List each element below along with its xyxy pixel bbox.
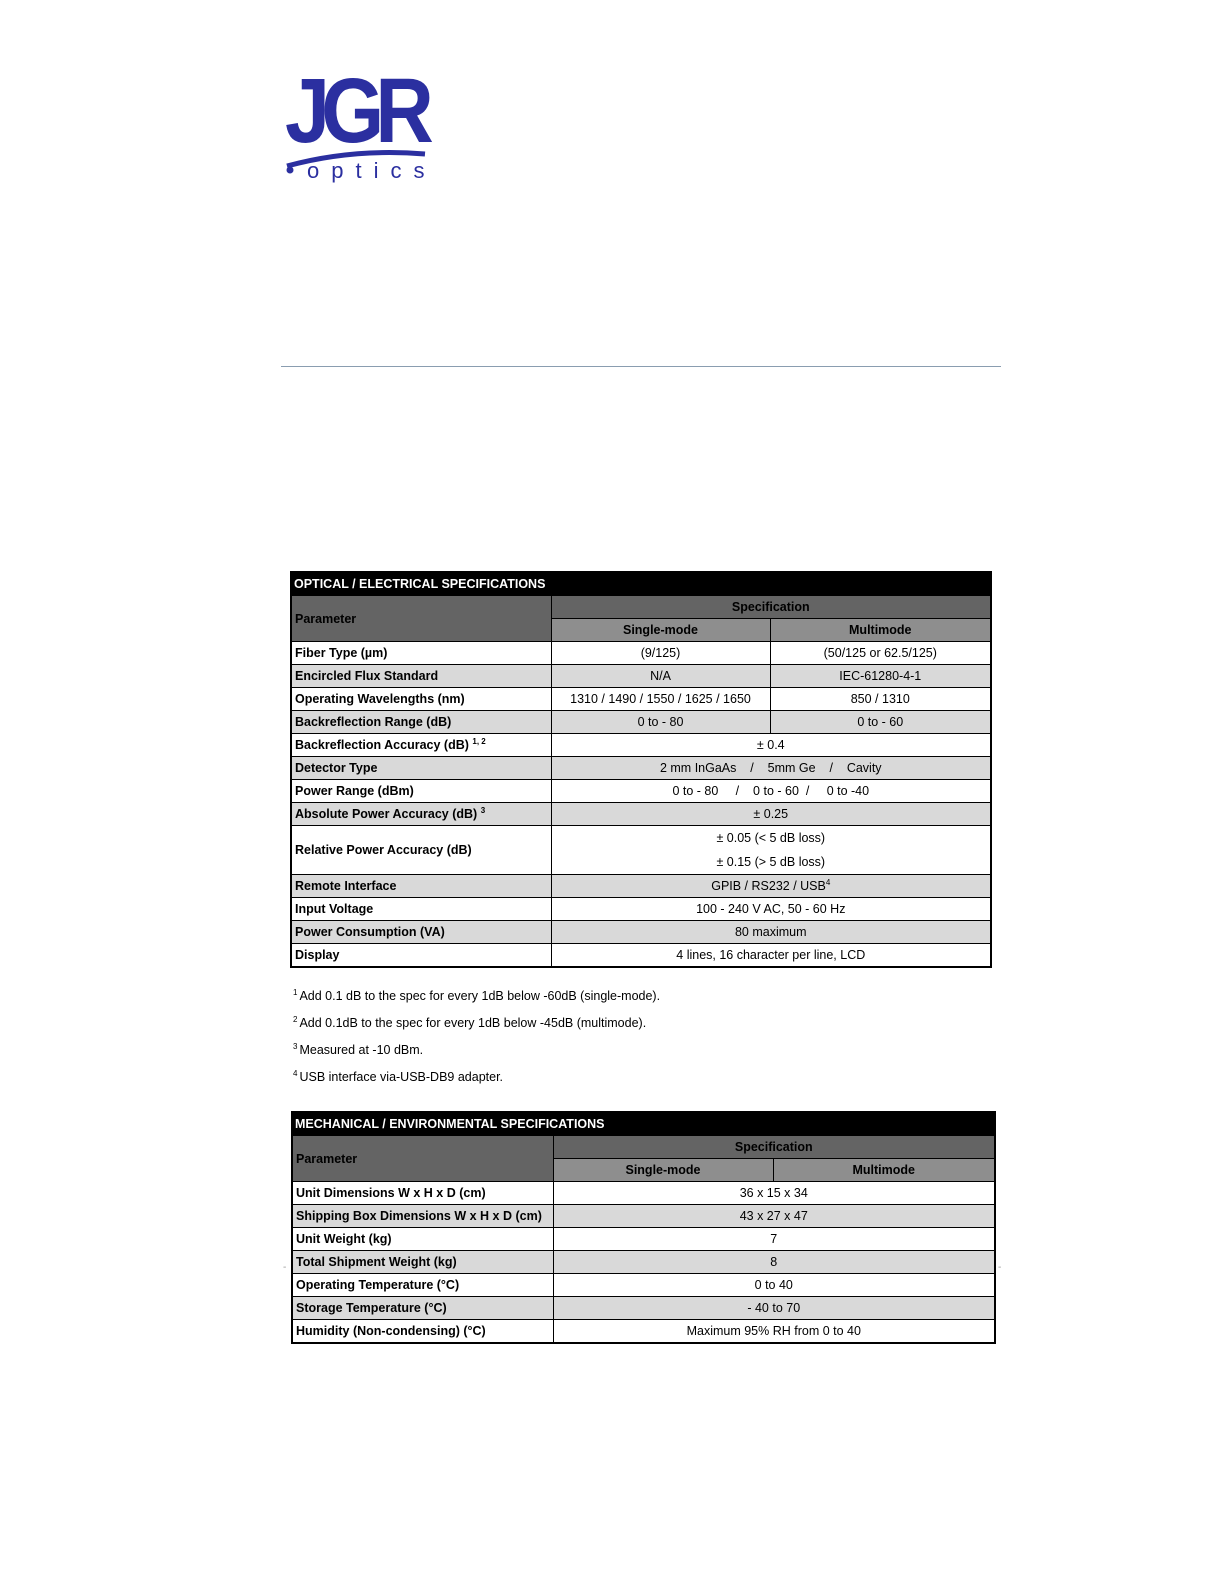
param-label: Absolute Power Accuracy (dB): [295, 807, 478, 822]
value-cell: Maximum 95% RH from 0 to 40: [553, 1320, 995, 1344]
footnote-text: USB interface via-USB-DB9 adapter.: [299, 1070, 504, 1085]
value-cell: 8: [553, 1251, 995, 1274]
table-row: [291, 780, 991, 803]
table-row: [292, 1205, 995, 1228]
param-cell: Power Range (dBm): [291, 780, 551, 803]
param-cell: Input Voltage: [291, 898, 551, 921]
table-title: OPTICAL / ELECTRICAL SPECIFICATIONS: [291, 572, 991, 596]
footnote-text: Measured at -10 dBm.: [299, 1043, 424, 1058]
value-cell: 36 x 15 x 34: [553, 1182, 995, 1205]
single-mode-cell: 0 to - 80: [551, 711, 770, 734]
value-cell: 100 - 240 V AC, 50 - 60 Hz: [551, 898, 991, 921]
parameter-header: Parameter: [291, 596, 551, 642]
table-row: [291, 944, 991, 968]
value-cell: ± 0.4: [551, 734, 991, 757]
param-label: Backreflection Accuracy (dB): [295, 738, 469, 753]
footnote-text: Add 0.1 dB to the spec for every 1dB below -60dB (single-mode).: [299, 989, 661, 1004]
margin-mark-left: -: [283, 1262, 287, 1273]
param-cell: Operating Temperature (°C): [292, 1274, 553, 1297]
single-mode-header: Single-mode: [551, 619, 770, 642]
param-cell: [291, 734, 551, 757]
footnote: [293, 1035, 660, 1062]
specification-header: Specification: [551, 596, 991, 619]
table-row: [292, 1182, 995, 1205]
param-cell: Remote Interface: [291, 875, 551, 898]
value-cell: 80 maximum: [551, 921, 991, 944]
value-cell: [551, 826, 991, 875]
table-row: [292, 1274, 995, 1297]
table-row: [291, 898, 991, 921]
footnote-number: 2: [293, 1015, 298, 1025]
param-cell: Display: [291, 944, 551, 968]
footnote-number: 3: [293, 1042, 298, 1052]
jgr-optics-logo: [283, 62, 433, 188]
multimode-cell: (50/125 or 62.5/125): [770, 642, 991, 665]
multimode-header: Multimode: [770, 619, 991, 642]
param-cell: Unit Dimensions W x H x D (cm): [292, 1182, 553, 1205]
footnote: [293, 1008, 660, 1035]
table-row: [291, 803, 991, 826]
table-row: [291, 757, 991, 780]
table-row: [292, 1320, 995, 1344]
single-mode-cell: N/A: [551, 665, 770, 688]
param-cell: Fiber Type (µm): [291, 642, 551, 665]
svg-text:JGR: JGR: [285, 62, 433, 162]
table-row: [291, 734, 991, 757]
table-row: [291, 642, 991, 665]
table-row: [292, 1251, 995, 1274]
value-line: ± 0.15 (> 5 dB loss): [716, 855, 826, 869]
footnote-number: 1: [293, 988, 298, 997]
multimode-cell: 0 to - 60: [770, 711, 991, 734]
table-row: [291, 711, 991, 734]
specification-header: Specification: [553, 1136, 995, 1159]
value-cell: ± 0.25: [551, 803, 991, 826]
value-cell: [551, 875, 991, 898]
param-cell: Encircled Flux Standard: [291, 665, 551, 688]
footnote-ref: 4: [825, 878, 831, 888]
value-cell: 2 mm InGaAs / 5mm Ge / Cavity: [551, 757, 991, 780]
table-row: [291, 921, 991, 944]
table-row: [291, 826, 991, 875]
param-cell: Total Shipment Weight (kg): [292, 1251, 553, 1274]
value-cell: 43 x 27 x 47: [553, 1205, 995, 1228]
table-row: [292, 1297, 995, 1320]
horizontal-rule: [281, 366, 1001, 367]
footnote-ref: 1, 2: [472, 737, 486, 747]
param-cell: Humidity (Non-condensing) (°C): [292, 1320, 553, 1344]
param-cell: Unit Weight (kg): [292, 1228, 553, 1251]
value-cell: - 40 to 70: [553, 1297, 995, 1320]
footnote: [293, 981, 660, 1008]
table-title: MECHANICAL / ENVIRONMENTAL SPECIFICATIONS: [292, 1112, 995, 1136]
single-mode-header: Single-mode: [553, 1159, 773, 1182]
value-cell: 0 to - 80 / 0 to - 60 / 0 to -40: [551, 780, 991, 803]
footnote-ref: 3: [480, 806, 486, 816]
value-text: GPIB / RS232 / USB: [711, 879, 826, 894]
table-row: [292, 1228, 995, 1251]
table-row: [291, 665, 991, 688]
param-cell: Relative Power Accuracy (dB): [291, 826, 551, 875]
multimode-cell: IEC-61280-4-1: [770, 665, 991, 688]
param-cell: Shipping Box Dimensions W x H x D (cm): [292, 1205, 553, 1228]
parameter-header: Parameter: [292, 1136, 553, 1182]
table-row: [291, 875, 991, 898]
optical-electrical-spec-table: [290, 571, 992, 968]
value-line: ± 0.05 (< 5 dB loss): [716, 831, 826, 845]
footnote-text: Add 0.1dB to the spec for every 1dB below -45dB (multimode).: [299, 1016, 647, 1031]
single-mode-cell: 1310 / 1490 / 1550 / 1625 / 1650: [551, 688, 770, 711]
param-cell: Detector Type: [291, 757, 551, 780]
table-row: [291, 688, 991, 711]
multimode-cell: 850 / 1310: [770, 688, 991, 711]
margin-mark-right: -: [998, 1262, 1002, 1273]
param-cell: Storage Temperature (°C): [292, 1297, 553, 1320]
footnote-number: 4: [293, 1069, 298, 1079]
value-cell: 0 to 40: [553, 1274, 995, 1297]
param-cell: Backreflection Range (dB): [291, 711, 551, 734]
footnote: [293, 1062, 660, 1089]
multimode-header: Multimode: [773, 1159, 995, 1182]
value-cell: 4 lines, 16 character per line, LCD: [551, 944, 991, 968]
value-cell: 7: [553, 1228, 995, 1251]
single-mode-cell: (9/125): [551, 642, 770, 665]
mechanical-environmental-spec-table: [291, 1111, 996, 1344]
param-cell: Operating Wavelengths (nm): [291, 688, 551, 711]
param-cell: Power Consumption (VA): [291, 921, 551, 944]
svg-text:optics: optics: [307, 158, 433, 183]
param-cell: [291, 803, 551, 826]
footnotes: [293, 981, 660, 1090]
